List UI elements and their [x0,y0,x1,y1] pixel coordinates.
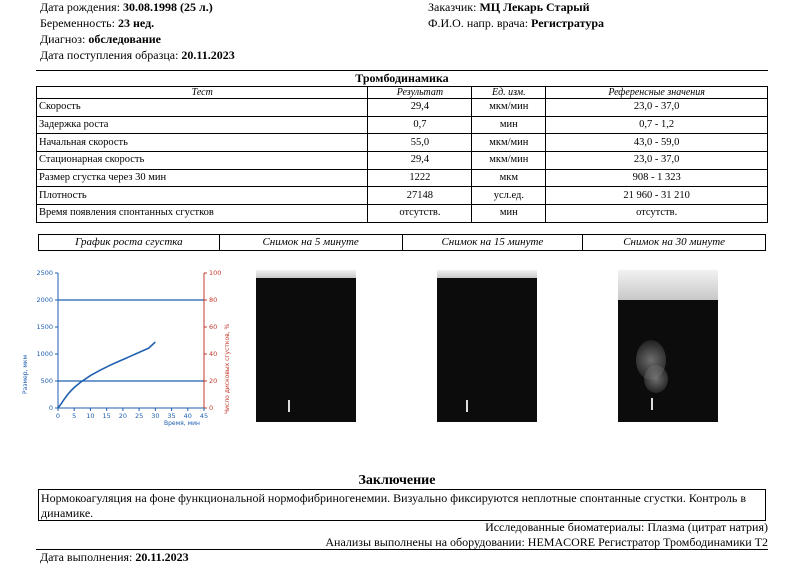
table-header-row [37,87,768,99]
chart-y-tick-label: 0 [48,404,53,412]
table-row [37,169,768,187]
row-result: 55,0 [368,134,472,152]
diagnosis-label: Диагноз: [40,32,89,46]
chart-y2-tick-label: 60 [209,323,218,331]
row-test: Стационарная скорость [37,152,368,170]
header-reference: Референсные значения [546,87,768,99]
spontaneous-clot-cloud [644,365,668,393]
results-table [36,86,768,223]
table-row [37,205,768,223]
row-result: 29,4 [368,99,472,117]
pregnancy-value: 23 нед. [117,16,155,30]
row-reference: 0,7 - 1,2 [546,116,768,134]
diagnosis-line [40,32,161,47]
customer-label: Заказчик: [428,0,480,14]
row-unit: усл.ед. [472,187,546,205]
row-reference: 23,0 - 37,0 [546,152,768,170]
biomaterial-line: Исследованные биоматериалы: Плазма (цитрат натрия) [485,520,768,534]
customer-line [428,0,590,15]
chart-y-axis-label: Размер, мкм [22,354,29,394]
caption-snapshot-5: Снимок на 5 минуте [220,235,403,250]
captions-row [38,234,766,251]
conclusion-text: Нормокоагуляция на фоне функциональной нормофибриногенемии. Визуально фиксируются неплотные спонтанные сгустки. Контроль в динамике. [38,489,766,521]
customer-value: МЦ Лекарь Старый [479,0,590,14]
chart-x-tick-label: 30 [151,412,160,420]
chart-y2-tick-label: 40 [209,350,218,358]
table-row [37,134,768,152]
snapshot-15-image [437,270,537,422]
row-test: Плотность [37,187,368,205]
chart-x-tick-label: 10 [86,412,95,420]
row-result: отсутств. [368,205,472,223]
row-reference: 23,0 - 37,0 [546,99,768,117]
row-reference: 908 - 1 323 [546,169,768,187]
equipment-line: Анализы выполнены на оборудовании: HEMACORE Регистратор Тромбодинамики Т2 [325,535,768,549]
header-test: Тест [37,87,368,99]
chart-y-tick-label: 1000 [36,350,53,358]
chart-x-axis-label: Время, мин [164,420,200,427]
cuvette-cap [618,270,718,300]
chart-y-tick-label: 500 [40,377,53,385]
chart-y2-tick-label: 100 [209,269,222,277]
chart-y2-axis-label: Число дисковых сгустков, % [224,323,231,414]
chart-x-tick-label: 0 [55,412,61,420]
row-test: Время появления спонтанных сгустков [37,205,368,223]
chart-x-tick-label: 25 [134,412,144,420]
chart-x-tick-label: 45 [199,412,209,420]
cuvette-marker [288,400,290,412]
row-unit: мин [472,116,546,134]
header-unit: Ед. изм. [472,87,546,99]
row-reference: отсутств. [546,205,768,223]
row-reference: 21 960 - 31 210 [546,187,768,205]
cuvette-cap [437,270,537,278]
birth-date-value: 30.08.1998 (25 л.) [123,0,213,14]
row-unit: мкм/мин [472,152,546,170]
chart-x-tick-label: 20 [118,412,128,420]
row-result: 0,7 [368,116,472,134]
doctor-value: Регистратура [531,16,605,30]
row-unit: мкм/мин [472,99,546,117]
row-result: 29,4 [368,152,472,170]
completion-date-label: Дата выполнения: [40,550,136,564]
row-test: Начальная скорость [37,134,368,152]
conclusion-title: Заключение [358,473,436,488]
sample-date-value: 20.11.2023 [181,48,235,62]
table-row [37,116,768,134]
caption-growth-chart: График роста сгустка [39,235,220,250]
row-test: Задержка роста [37,116,368,134]
snapshot-30-image [618,270,718,422]
row-unit: мкм [472,169,546,187]
row-unit: мин [472,205,546,223]
table-row [37,152,768,170]
chart-y-tick-label: 2500 [36,269,53,277]
chart-x-tick-label: 5 [72,412,77,420]
chart-y-tick-label: 1500 [36,323,53,331]
completion-date-value: 20.11.2023 [135,550,189,564]
doctor-label: Ф.И.О. напр. врача: [428,16,532,30]
row-test: Скорость [37,99,368,117]
completion-date-line [40,550,189,565]
cuvette-marker [466,400,468,412]
snapshot-5-image [256,270,356,422]
row-result: 27148 [368,187,472,205]
pregnancy-line [40,16,154,31]
chart-x-tick-label: 40 [183,412,192,420]
table-row [37,99,768,117]
diagnosis-value: обследование [88,32,161,46]
chart-y2-tick-label: 80 [209,296,218,304]
birth-date-line [40,0,213,15]
row-reference: 43,0 - 59,0 [546,134,768,152]
chart-y2-tick-label: 0 [209,404,214,412]
header-result: Результат [368,87,472,99]
table-row [37,187,768,205]
pregnancy-label: Беременность: [40,16,118,30]
chart-y-tick-label: 2000 [36,296,53,304]
chart-y2-tick-label: 20 [209,377,218,385]
sample-date-label: Дата поступления образца: [40,48,182,62]
birth-date-label: Дата рождения: [40,0,124,14]
caption-snapshot-30: Снимок на 30 минуте [623,236,726,248]
caption-snapshot-15: Снимок на 15 минуте [403,235,584,250]
cuvette-marker [651,398,653,410]
growth-chart [18,264,240,428]
row-test: Размер сгустка через 30 мин [37,169,368,187]
cuvette-cap [256,270,356,278]
chart-x-tick-label: 15 [102,412,111,420]
chart-x-tick-label: 35 [167,412,176,420]
section-title: Тромбодинамика [36,70,768,86]
sample-date-line [40,48,235,63]
doctor-line [428,16,604,31]
row-unit: мкм/мин [472,134,546,152]
chart-series-line [58,342,155,408]
row-result: 1222 [368,169,472,187]
